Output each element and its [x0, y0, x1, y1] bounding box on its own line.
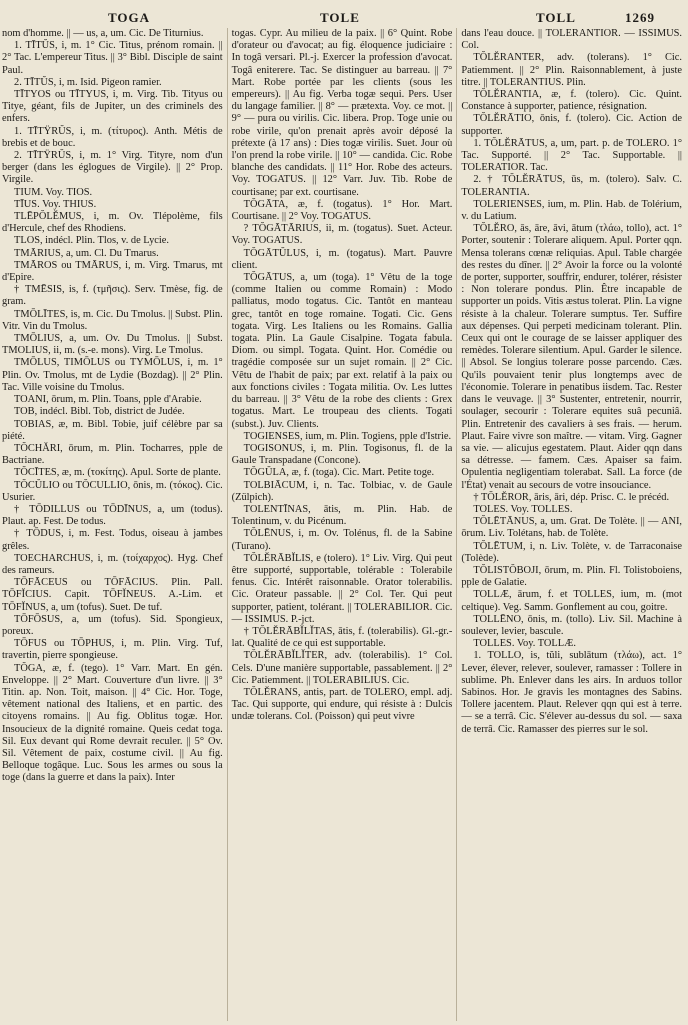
dictionary-entry: 1. TĪTŸRŬS, i, m. (τίτυρος). Anth. Métis de brebis et de bouc. [2, 125, 223, 149]
dictionary-entry: 2. TĪTŸRŬS, i, m. 1° Virg. Tityre, nom d'un berger (dans les églogues de Virgile). || 2° Prop. Virgile. [2, 150, 223, 186]
dictionary-entry: TŎLĔRANS, antis, part. de TOLERO, empl. adj. Tac. Qui supporte, qui endure, qui résiste à : Dulcis undæ tolerans. Col. (Poisson) qui peut vivre [231, 686, 453, 723]
dictionary-entry: ? TŎGĀTĀRIUS, ii, m. (togatus). Suet. Acteur. Voy. TOGATUS. [231, 223, 453, 247]
dictionary-entry: TŎLĒTĀNUS, a, um. Grat. De Tolète. || — ANI, ōrum. Liv. Tolétans, hab. de Tolète. [461, 516, 683, 540]
dictionary-entry: † TŎLĔRĀBĬLĬTAS, ātis, f. (tolerabilis). Gl.-gr.-lat. Qualité de ce qui est supportable. [231, 625, 453, 650]
dictionary-entry: TOB, indécl. Bibl. Tob, district de Judée. [14, 406, 185, 418]
dictionary-entry: 1. TĪTŬS, i, m. 1° Cic. Titus, prénom romain. || 2° Tac. L'empereur Titus. || 3° Bibl. Disciple de saint Paul. [2, 40, 223, 76]
dictionary-entry: TOLES. Voy. TOLLES. [473, 503, 573, 515]
dictionary-entry: TŌFUS ou TŌPHUS, i, m. Plin. Virg. Tuf, travertin, pierre spongieuse. [2, 638, 223, 662]
dictionary-entry: TMĀRIUS, a, um. Cl. Du Tmarus. [14, 247, 159, 259]
dictionary-entry: TIUM. Voy. TIOS. [14, 186, 93, 198]
dictionary-entry: 2. TĪTŬS, i, m. Isid. Pigeon ramier. [14, 76, 162, 88]
dictionary-entry: TŎGĀTA, æ, f. (togatus). 1° Hor. Mart. Courtisane. || 2° Voy. TOGATUS. [231, 198, 453, 223]
dictionary-entry: TOGIENSES, ium, m. Plin. Togiens, pple d'Istrie. [243, 430, 452, 442]
dictionary-entry: TMĀROS ou TMĀRUS, i, m. Virg. Tmarus, mt d'Epire. [2, 259, 223, 284]
dictionary-entry: TŎGĀTŬLUS, i, m. (togatus). Mart. Pauvre client. [231, 247, 453, 271]
dictionary-entry: TMŌLUS, TIMŌLUS ou TYMŌLUS, i, m. 1° Plin. Ov. Tmolus, mt de Lydie (Bozdag). || 2° Plin. Tac. Ville voisine du Tmolus. [2, 357, 223, 393]
dictionary-entry: TŎLĔRĀBĬLIS, e (tolero). 1° Liv. Virg. Qui peut être supporté, supportable, tolérable : Tolerabile fenus. Cic. Intérêt raisonnable. Orator tolerabilis. Cic. Orateur passable. || 2° Col. Ter. Qui peut supporter, patient, tolérant. || TOLERABILIOR. Cic.— ISSIMUS. P.-jct. [231, 552, 453, 625]
guide-word-middle: TOLE [320, 10, 360, 25]
dictionary-entry: TOLLES. Voy. TOLLÆ. [473, 638, 576, 650]
dictionary-entry: TOLLÆ, ārum, f. et TOLLES, ium, m. (mot celtique). Veg. Samm. Gonflement au cou, goitre. [461, 589, 683, 613]
dictionary-entry: dans l'eau douce. || TOLERANTIOR. — ISSIMUS. Col. [461, 28, 683, 52]
dictionary-entry: TĪUS. Voy. THIUS. [14, 198, 97, 210]
column-left [2, 28, 223, 1021]
dictionary-entry: TŎLĔRĀTIO, ōnis, f. (tolero). Cic. Action de supporter. [461, 113, 683, 137]
dictionary-entry: TŎCĪTES, æ, m. (τοκίτης). Apul. Sorte de plante. [14, 467, 221, 479]
dictionary-entry: TOLBIĀCUM, i, n. Tac. Tolbiac, v. de Gaule (Zülpich). [231, 479, 453, 503]
dictionary-entry: † TŌDUS, i, m. Fest. Todus, oiseau à jambes grêles. [2, 528, 223, 552]
dictionary-entry: TOANI, ōrum, m. Plin. Toans, pple d'Arabie. [14, 394, 202, 406]
dictionary-entry: TOGISONUS, i, m. Plin. Togisonus, fl. de la Gaule Transpadane (Concone). [231, 442, 453, 467]
dictionary-entry: TMŌLIUS, a, um. Ov. Du Tmolus. || Subst. TMOLIUS, ii, m. (s.-e. mons). Virg. Le Tmolus. [2, 333, 223, 357]
dictionary-entry: 1. TŎLĔRĀTUS, a, um, part. p. de TOLERO. 1° Tac. Supporté. || 2° Tac. Supportable. || TOLERATIOR. Tac. [461, 137, 683, 174]
dictionary-entry: TŎLĒNUS, i, m. Ov. Tolénus, fl. de la Sabine (Turano). [231, 528, 453, 552]
dictionary-entry: TŎLĔRO, ās, āre, āvi, ātum (τλάω, tollo), act. 1° Porter, soutenir : Tolerare aliquem. Apul. Porter qqn. Mensa tolerans cœnæ reliquias. Apul. Table chargée des restes du dîner. || 2° Avoir la force ou la volonté de porter, supporter, souffrir, endurer, tolérer, résister : Non tolerare pondus. Plin. Être incapable de supporter un poids. Vitis æstus tolerat. Plin. La vigne résiste à la chaleur. Tolerare sumptus. Ter. Suffire aux dépenses. Qui perpeti medicinam tolerant. Plin. Ceux qui ont le courage de se laisser appliquer des remèdes. Tolerare silentium. Apul. Garder le silence. || Absol. Se longius tolerare posse parcendo. Cæs. Qu'ils pouvaient tenir plus longtemps avec de l'économie. Tolerare in penatibus iisdem. Tac. Rester dans le veuvage. || 3° Sustenter, entretenir, nourrir, soulager, secourir : Tolerare equites suâ pecuniâ. Plin. Entretenir des cavaliers à ses frais. — herum. Plaut. Faire vivre son maître. — vitam. Virg. Gagner sa vie. — alicujus egestatem. Plaut. Aider qqn dans sa détresse. — famem. Cæs. Apaiser sa faim. Opulentia negligentiam tolerabat. Sall. La force (de l'État) venait au secours de votre insouciance. [461, 223, 683, 491]
dictionary-entry: togas. Cypr. Au milieu de la paix. || 6° Quint. Robe d'orateur ou d'avocat; au fig. éloquence judiciaire : In togâ versari. Pl.-j. Exercer la profession d'avocat. Togâ eniterere. Tac. Se distinguer au barreau. || 7° Mart. Robe portée par les clients (sous les empereurs). || Au fig. Verba togæ sequi. Pers. User du langage familier. || 8° — prætexta. Voy. ce mot. || 9° — pura ou virilis. Cic. libera. Prop. Toge unie ou robe virile, qu'on prenait après avoir déposé la prétexte (à 17 ans) : Dies togæ virilis. Suet. Jour où l'on prend la robe virile. || 10° — candida. Cic. Robe blanche des candidats. || 11° Hor. Robe des acteurs. Voy. TOGATUS. || 12° Varr. Juv. Tib. Robe de courtisane; par ext. courtisane. [231, 28, 453, 198]
dictionary-entry: 2. † TŎLĔRĀTUS, ūs, m. (tolero). Salv. C. TOLERANTIA. [461, 174, 683, 198]
column-right [456, 28, 682, 1021]
dictionary-entry: 1. TOLLO, is, tŭli, sublātum (τλάω), act. 1° Lever, élever, relever, soulever, ramasser : Tollere in sublime. Ph. Enlever dans les airs. In arduos tollor Sabinos. Hor. Je gravis les montagnes des Sabins. Tollere jacentem. Plaut. Relever qqn qui est à terre. — se a terrâ. Cic. S'élever au-dessus du sol. — saxa de terrâ. Cic. Ramasser des pierres sur le sol. [461, 650, 683, 735]
text-columns [2, 28, 682, 1021]
dictionary-entry: TŎGA, æ, f. (tego). 1° Varr. Mart. En gén. Enveloppe. || 2° Mart. Couverture d'un livre. || 3° Titin. ap. Non. Toit, maison. || 4° Cic. Hor. Toge, vêtement national des Italiens, et en partic. des citoyens romains. || Au fig. Oblitus togæ. Hor. Insoucieux de la dignité romaine. Queis cedat toga. Sil. Eux devant qui Rome devrait reculer. || 5° Ov. Sil. Vêtement de paix, costume civil. || Au fig. Belloque togâque. Luc. Sous les armes ou sous la toge (dans la guerre et dans la paix). Inter [2, 662, 223, 784]
page-number: 1269 [625, 10, 655, 25]
dictionary-entry: TOECHARCHUS, i, m. (τοίχαρχος). Hyg. Chef des rameurs. [2, 552, 223, 576]
dictionary-entry: TMŌLĪTES, is, m. Cic. Du Tmolus. || Subst. Plin. Vitr. Vin du Tmolus. [2, 308, 223, 332]
dictionary-entry: TŌFĀCEUS ou TŌFĀCIUS. Plin. Pall. TŌFĬCIUS. Capit. TŌFĬNEUS. A.-Lim. et TŌFĬNUS, a, um (tofus). Suet. De tuf. [2, 577, 223, 613]
dictionary-entry: nom d'homme. || — us, a, um. Cic. De Titurnius. [2, 28, 204, 39]
dictionary-entry: TLOS, indécl. Plin. Tlos, v. de Lycie. [14, 235, 169, 247]
dictionary-entry: TOLERIENSES, ium, m. Plin. Hab. de Tolérium, v. du Latium. [461, 198, 683, 223]
dictionary-entry: TŎGĀTUS, a, um (toga). 1° Vêtu de la toge (comme Italien ou comme Romain) : Modo palliatus, modo togatus. Cic. Tantôt en manteau grec, tantôt en toge romaine. Togati. Cic. Gens togata. Virg. Les Italiens ou les Romains. Gallia togata. Plin. La Gaule Cisalpine. Togata fabula. Diom. ou simpl. Togata. Quint. Hor. Comédie ou tragédie composée sur un sujet romain. || 2° Cic. Vêtu de l'habit de paix; par ext. relatif à la paix ou aux fonctions civiles : Togata militia. Ov. Les luttes du barreau. || 3° Vêtu de la robe des clients : Grex togatus. Mart. Le troupeau des clients. Togati (subst.). Juv. Clients. [231, 272, 453, 430]
dictionary-entry: † TMĒSIS, is, f. (τμῆσις). Serv. Tmèse, fig. de gram. [2, 284, 223, 308]
dictionary-entry: TLĒPŎLĔMUS, i, m. Ov. Tlépolème, fils d'Hercule, chef des Rhodiens. [2, 211, 223, 235]
dictionary-entry: TĪTYOS ou TĪTYUS, i, m. Virg. Tib. Tityus ou Titye, géant, fils de Jupiter, un des criminels des enfers. [2, 89, 223, 125]
dictionary-entry: TŎCŬLIO ou TŎCULLIO, ōnis, m. (τόκος). Cic. Usurier. [2, 479, 223, 503]
dictionary-entry: TŎCHĂRI, ōrum, m. Plin. Tocharres, pple de Bactriane. [2, 442, 223, 467]
dictionary-entry: TŎLĔRANTIA, æ, f. (tolero). Cic. Quint. Constance à supporter, patience, résignation. [461, 89, 683, 113]
dictionary-entry: TŎGŬLA, æ, f. (toga). Cic. Mart. Petite toge. [243, 467, 435, 479]
column-middle [227, 28, 453, 1021]
dictionary-entry: TŌFŌSUS, a, um (tofus). Sid. Spongieux, poreux. [2, 613, 223, 637]
dictionary-entry: TŎLISTŎBOJI, ōrum, m. Plin. Fl. Tolistoboiens, pple de Galatie. [461, 564, 683, 589]
dictionary-entry: TOBIAS, æ, m. Bibl. Tobie, juif célèbre par sa piété. [2, 418, 223, 442]
guide-word-right: TOLL [536, 10, 576, 25]
dictionary-entry: TOLENTĪNAS, ātis, m. Plin. Hab. de Tolentinum, v. du Picénum. [231, 503, 453, 528]
guide-word-left: TOGA [108, 10, 151, 25]
dictionary-entry: TŎLĔRANTER, adv. (tolerans). 1° Cic. Patiemment. || 2° Plin. Raisonnablement, à juste titre. || TOLERANTIUS. Plin. [461, 52, 683, 88]
running-header [0, 10, 688, 26]
dictionary-entry: TOLLĒNO, ōnis, m. (tollo). Liv. Sil. Machine à soulever, levier, bascule. [461, 613, 683, 637]
dictionary-entry: † TŌDILLUS ou TŌDĪNUS, a, um (todus). Plaut. ap. Fest. De todus. [2, 503, 223, 528]
dictionary-entry: TŎLĒTUM, i, n. Liv. Tolète, v. de Tarraconaise (Tolède). [461, 540, 683, 564]
dictionary-entry: TŎLĔRĀBĬLĬTER, adv. (tolerabilis). 1° Col. Cels. D'une manière supportable, passablement. || 2° Cic. Patiemment. || TOLERABILIUS. Cic. [231, 650, 453, 686]
dictionary-entry: † TŎLĔROR, āris, āri, dép. Prisc. C. le précéd. [473, 491, 670, 503]
